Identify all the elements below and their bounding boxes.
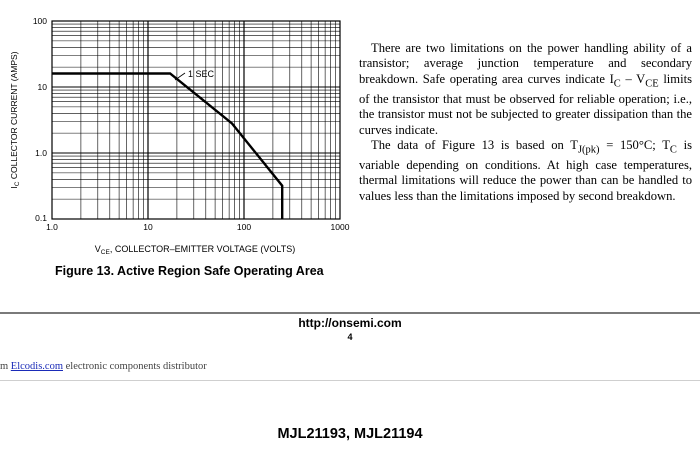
y-tick-label: 1.0 xyxy=(35,148,47,158)
y-tick-label: 0.1 xyxy=(35,213,47,223)
x-axis-label-main: V xyxy=(94,244,101,254)
body-text xyxy=(359,41,692,204)
distributor-line: m Elcodis.com electronic components distributor xyxy=(0,361,207,372)
y-axis-label-sub: C xyxy=(14,181,21,187)
paragraph-figure-data: The data of Figure 13 is based on $T_{J(pk)} = 150^\circ C$; $T_C$ is variable depending on conditions. At high case temperatures, thermal limitations will reduce the power than can be handled to values less than the limitations imposed by second breakdown. xyxy=(359,137,692,203)
x-axis-label-rest: , COLLECTOR–EMITTER VOLTAGE (VOLTS) xyxy=(109,244,296,254)
y-tick-label: 10 xyxy=(37,82,47,92)
tick-labels xyxy=(33,16,350,232)
divider-line xyxy=(0,312,700,314)
x-axis-label xyxy=(95,244,295,256)
x-axis-label-sub: CE xyxy=(100,249,110,256)
part-number-heading: MJL21193, MJL21194 xyxy=(277,426,423,442)
chart-marks xyxy=(52,73,282,219)
x-tick-label: 100 xyxy=(236,222,252,232)
page-number: 4 xyxy=(347,332,353,342)
annotation-leader xyxy=(175,73,185,80)
x-tick-label: 10 xyxy=(143,222,153,232)
y-axis-label-main: I xyxy=(9,186,19,189)
distributor-link[interactable]: Elcodis.com xyxy=(10,361,63,372)
y-axis-label-rest: COLLECTOR CURRENT (AMPS) xyxy=(9,51,19,182)
page-break-line xyxy=(0,380,700,381)
chart-grid xyxy=(52,21,340,219)
safe-operating-area-chart xyxy=(0,0,350,260)
website-url: http://onsemi.com xyxy=(298,316,402,330)
y-axis-label xyxy=(9,51,21,188)
x-tick-label: 1.0 xyxy=(46,222,58,232)
paragraph-limitations: There are two limitations on the power handling ability of a transistor; average junction temperature and secondary breakdown. Safe operating area curves indicate $I_C - V_{CE}$ limits of the transistor that must be observed for reliable operation; i.e., the transistor must not be subjected to greater dissipation than the curves indicate. xyxy=(359,41,693,137)
soa-curve-1sec xyxy=(52,74,282,220)
y-tick-label: 100 xyxy=(32,16,47,26)
curve-annotation: 1 SEC xyxy=(188,69,215,79)
figure-caption: Figure 13. Active Region Safe Operating Area xyxy=(55,264,324,278)
x-tick-label: 1000 xyxy=(330,222,350,232)
plot-frame xyxy=(52,21,340,219)
